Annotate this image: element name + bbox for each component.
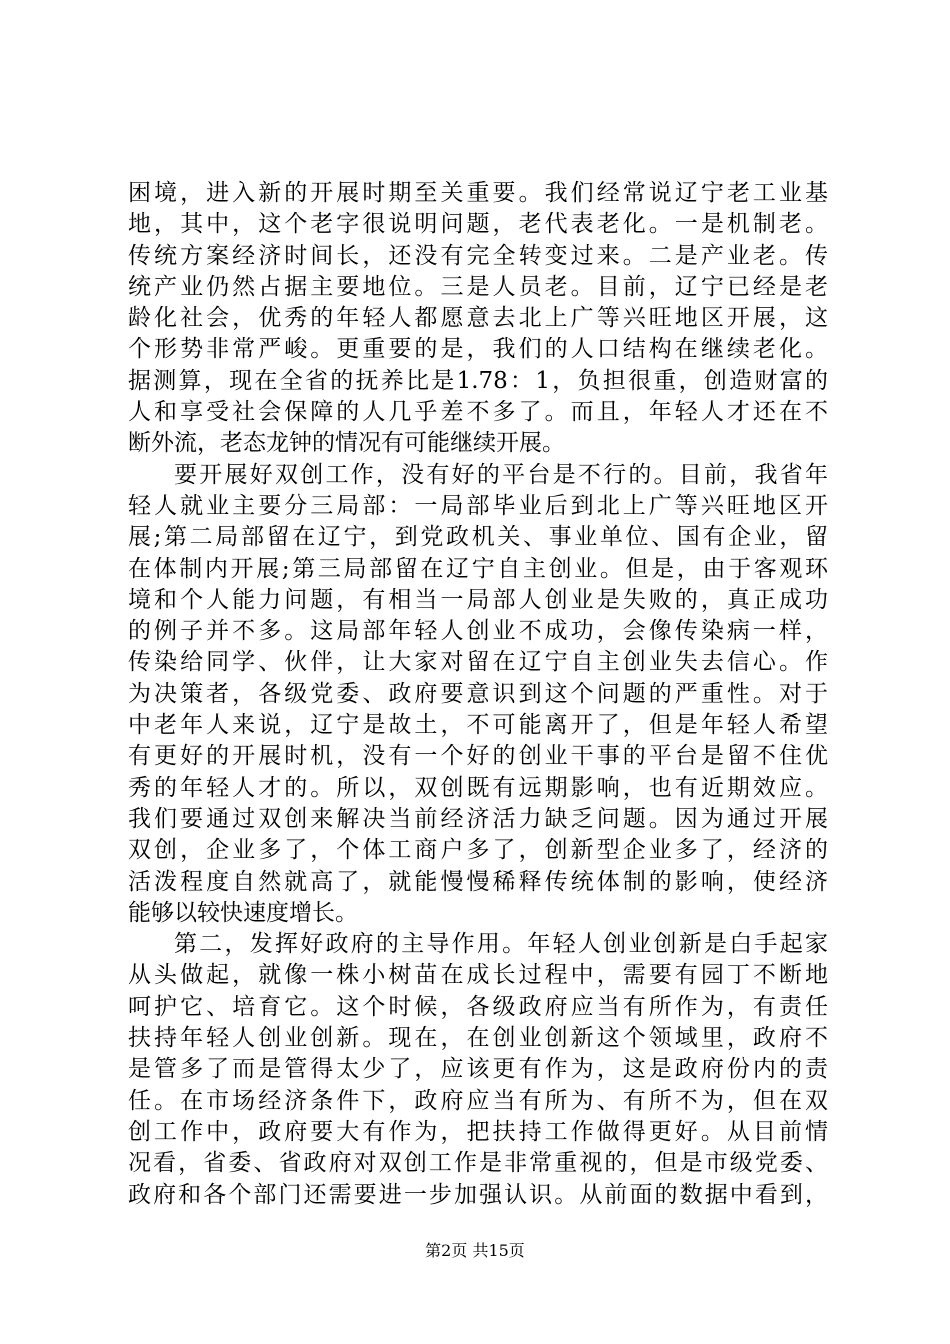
text-line: 为决策者，各级党委、政府要意识到这个问题的严重性。对于: [128, 680, 828, 707]
text-line: 有更好的开展时机，没有一个好的创业干事的平台是留不住优: [128, 743, 828, 770]
paragraph-2: [128, 460, 828, 929]
text-line: 断外流，老态龙钟的情况有可能继续开展。: [128, 430, 565, 457]
text-line: 人和享受社会保障的人几乎差不多了。而且，年轻人才还在不: [128, 399, 828, 426]
text-line: 龄化社会，优秀的年轻人都愿意去北上广等兴旺地区开展，这: [128, 305, 828, 332]
text-line: 个形势非常严峻。更重要的是，我们的人口结构在继续老化。: [128, 336, 828, 363]
text-line: 双创，企业多了，个体工商户多了，创新型企业多了，经济的: [128, 837, 828, 864]
paragraph-1: [128, 178, 828, 460]
text-line: 政府和各个部门还需要进一步加强认识。从前面的数据中看到，: [128, 1181, 828, 1208]
text-line: 从头做起，就像一株小树苗在成长过程中，需要有园丁不断地: [128, 962, 828, 989]
text-line: 是管多了而是管得太少了，应该更有作为，这是政府份内的责: [128, 1056, 828, 1083]
text-line: 我们要通过双创来解决当前经济活力缺乏问题。因为通过开展: [128, 805, 828, 832]
text-line: 呵护它、培育它。这个时候，各级政府应当有所作为，有责任: [128, 993, 828, 1020]
text-line: 中老年人来说，辽宁是故土，不可能离开了，但是年轻人希望: [128, 712, 828, 739]
text-line: 传染给同学、伙伴，让大家对留在辽宁自主创业失去信心。作: [128, 649, 828, 676]
text-line: 轻人就业主要分三局部：一局部毕业后到北上广等兴旺地区开: [128, 492, 828, 519]
text-line: 扶持年轻人创业创新。现在，在创业创新这个领域里，政府不: [128, 1025, 828, 1052]
body-text: [128, 178, 828, 1211]
page-number-footer: 第2页 共15页: [425, 1241, 525, 1260]
text-line: 据测算，现在全省的抚养比是1.78：1，负担很重，创造财富的: [128, 367, 828, 394]
text-line: 展;第二局部留在辽宁，到党政机关、事业单位、国有企业，留: [128, 524, 828, 551]
paragraph-3: [128, 929, 828, 1211]
text-line: 创工作中，政府要大有作为，把扶持工作做得更好。从目前情: [128, 1118, 828, 1145]
text-line: 任。在市场经济条件下，政府应当有所为、有所不为，但在双: [128, 1087, 828, 1114]
text-line: 传统方案经济时间长，还没有完全转变过来。二是产业老。传: [128, 242, 828, 269]
text-line: 境和个人能力问题，有相当一局部人创业是失败的，真正成功: [128, 586, 828, 613]
text-line: 要开展好双创工作，没有好的平台是不行的。目前，我省年: [174, 461, 828, 488]
text-line: 秀的年轻人才的。所以，双创既有远期影响，也有近期效应。: [128, 774, 828, 801]
text-line: 能够以较快速度增长。: [128, 899, 358, 926]
text-line: 活泼程度自然就高了，就能慢慢稀释传统体制的影响，使经济: [128, 868, 828, 895]
text-line: 况看，省委、省政府对双创工作是非常重视的，但是市级党委、: [128, 1150, 828, 1177]
text-line: 的例子并不多。这局部年轻人创业不成功，会像传染病一样，: [128, 618, 828, 645]
text-line: 地，其中，这个老字很说明问题，老代表老化。一是机制老。: [128, 211, 828, 238]
text-line: 在体制内开展;第三局部留在辽宁自主创业。但是，由于客观环: [128, 555, 828, 582]
text-line: 第二，发挥好政府的主导作用。年轻人创业创新是白手起家: [174, 931, 828, 958]
text-line: 困境，进入新的开展时期至关重要。我们经常说辽宁老工业基: [128, 180, 828, 206]
text-line: 统产业仍然占据主要地位。三是人员老。目前，辽宁已经是老: [128, 273, 828, 300]
